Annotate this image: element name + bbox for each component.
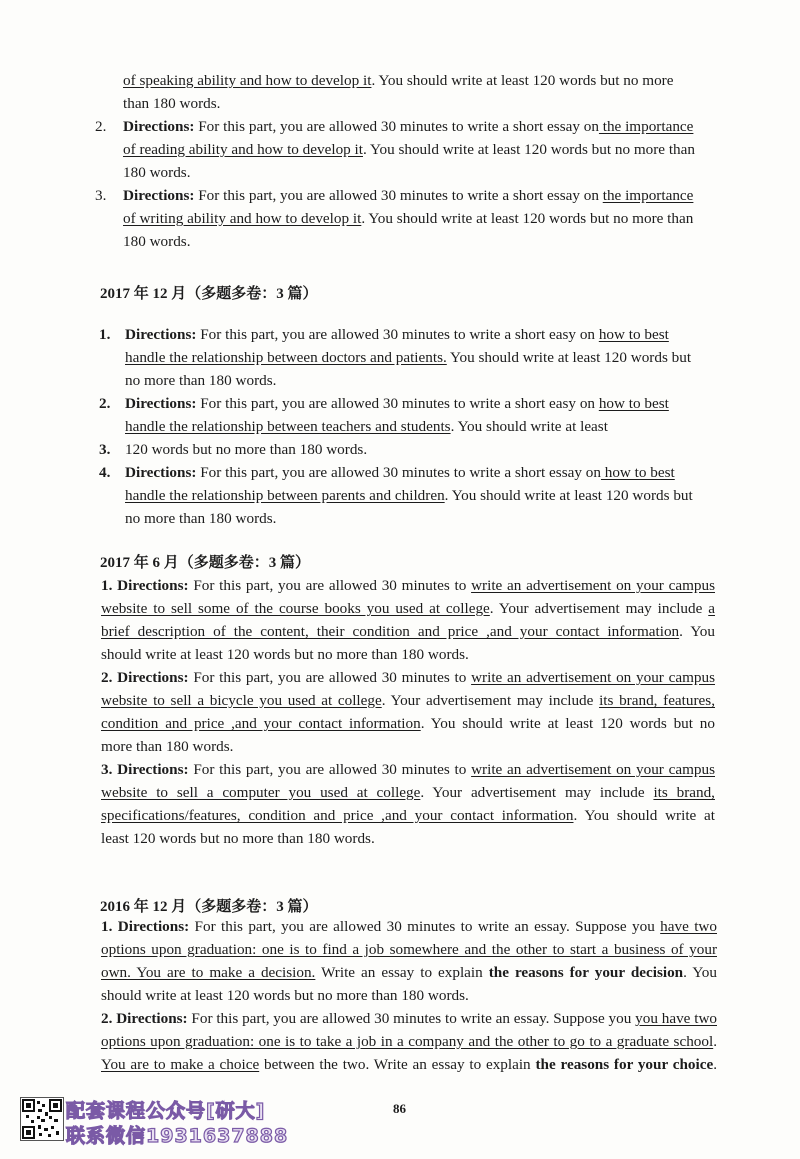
text: . You should write at least 120 words but no more [371, 72, 674, 89]
text: For this part, you are allowed 30 minutes to write an essay. Suppose you [189, 918, 661, 935]
text: . You should write at least 120 words but no more than [363, 141, 695, 158]
s3-para-1-line-2 [101, 939, 717, 961]
s2-para-3-line-3 [101, 805, 715, 827]
underlined-topic: of speaking ability and how to develop it [123, 72, 372, 89]
watermark-line-2: 联系微信1931637888 [66, 1125, 289, 1147]
underlined-topic: handle the relationship between parents and children [125, 487, 445, 504]
intro-item-3-line-3: 180 words. [123, 233, 191, 250]
underlined-topic: the importance [602, 187, 694, 204]
text: For this part, you are allowed 30 minutes to write an essay. Suppose you [187, 1010, 636, 1027]
directions-label: 1. Directions: [101, 918, 190, 935]
underlined-topic: website to sell a computer you used at college [101, 784, 421, 801]
s1-item-1-line-3: no more than 180 words. [125, 372, 277, 389]
intro-line-2: than 180 words. [123, 95, 221, 112]
intro-item-2-line-1 [123, 116, 693, 138]
underlined-topic: write an advertisement on your campus [471, 577, 715, 594]
directions-label: 3. Directions: [101, 761, 189, 778]
text: . Your advertisement may include [489, 600, 709, 617]
s2-para-1-line-4: should write at least 120 words but no more than 180 words. [101, 646, 469, 663]
item-number: 3. [95, 187, 107, 204]
directions-label: 1. Directions: [101, 577, 189, 594]
text: For this part, you are allowed 30 minutes to [188, 577, 472, 594]
text: . You [683, 964, 717, 981]
section-heading: 2017 年 12 月（多题多卷：3 篇） [100, 286, 318, 302]
text: For this part, you are allowed 30 minutes to write a short easy on [196, 326, 599, 343]
directions-label: Directions: [123, 118, 195, 135]
item-number: 4. [99, 464, 111, 481]
underlined-topic: of writing ability and how to develop it [123, 210, 362, 227]
s1-item-1-line-2 [125, 347, 691, 369]
text: For this part, you are allowed 30 minutes to [188, 669, 472, 686]
underlined-topic: handle the relationship between teachers and students [125, 418, 451, 435]
s2-para-1-line-1 [101, 575, 715, 597]
directions-label: Directions: [123, 187, 195, 204]
underlined-topic: website to sell some of the course books you used at college [101, 600, 490, 617]
underlined-topic: a [708, 600, 715, 617]
s2-para-1-line-3 [101, 621, 715, 643]
item-number: 2. [99, 395, 111, 412]
page-number: 86 [393, 1101, 406, 1116]
text: . You should write at least 120 words but no [420, 715, 715, 732]
s2-para-3-line-1 [101, 759, 715, 781]
directions-label: 2. Directions: [101, 669, 189, 686]
emphasis: the reasons for your decision [488, 964, 684, 981]
section-heading: 2016 年 12 月（多题多卷：3 篇） [100, 899, 318, 915]
underlined-topic: of reading ability and how to develop it [123, 141, 363, 158]
text: between the two. Write an essay to explain [259, 1056, 536, 1073]
underlined-topic: handle the relationship between doctors and patients. [125, 349, 447, 366]
s3-para-1-line-3 [101, 962, 717, 984]
s1-item-2-line-1 [125, 393, 669, 415]
s1-item-3-line-1: 120 words but no more than 180 words. [125, 441, 368, 458]
intro-item-2-line-2 [123, 139, 695, 161]
text: . You should write at [573, 807, 715, 824]
underlined-topic: its brand, [653, 784, 715, 801]
text: For this part, you are allowed 30 minutes to write a short easy on [196, 395, 599, 412]
item-number: 3. [99, 441, 111, 458]
underlined-topic: the importance [598, 118, 694, 135]
underlined-topic: you have two [635, 1010, 717, 1027]
underlined-topic: how to best [598, 395, 669, 412]
section-heading: 2017 年 6 月（多题多卷：3 篇） [100, 555, 311, 571]
text: You should write at least 120 words but [446, 349, 692, 366]
s3-para-2-line-3 [101, 1054, 717, 1076]
text: . You [679, 623, 715, 640]
text: . You should write at least 120 words but no more than [361, 210, 694, 227]
text: . You should write at least [450, 418, 608, 435]
intro-item-2-line-3: 180 words. [123, 164, 191, 181]
underlined-topic: condition and price ,and your contact information [101, 715, 421, 732]
text: . [713, 1056, 718, 1073]
emphasis: the reasons for your choice [535, 1056, 714, 1073]
directions-label: Directions: [125, 326, 197, 343]
directions-label: 2. Directions: [101, 1010, 188, 1027]
underlined-topic: write an advertisement on your campus [471, 761, 715, 778]
underlined-topic: brief description of the content, their condition and price ,and your contact information [101, 623, 680, 640]
underlined-topic: website to sell a bicycle you used at college [101, 692, 382, 709]
text: For this part, you are allowed 30 minutes to write a short essay on [194, 118, 599, 135]
underlined-topic: how to best [600, 464, 675, 481]
s1-item-2-line-2 [125, 416, 608, 438]
text: . You should write at least 120 words but [444, 487, 693, 504]
text: . Your advertisement may include [381, 692, 600, 709]
text: . Your advertisement may include [420, 784, 654, 801]
underlined-topic: own. You are to make a decision. [101, 964, 316, 981]
s3-para-2-line-2 [101, 1031, 717, 1053]
intro-item-3-line-1 [123, 185, 693, 207]
s2-para-2-line-3 [101, 713, 715, 735]
underlined-topic: its brand, features, [599, 692, 715, 709]
text: Write an essay to explain [315, 964, 489, 981]
text: For this part, you are allowed 30 minutes to write a short essay on [194, 187, 603, 204]
underlined-topic: write an advertisement on your campus [471, 669, 715, 686]
s2-para-3-line-2 [101, 782, 715, 804]
s2-para-2-line-1 [101, 667, 715, 689]
s1-item-1-line-1 [125, 324, 669, 346]
underlined-topic: how to best [598, 326, 669, 343]
text: . [713, 1033, 717, 1050]
item-number: 2. [95, 118, 107, 135]
s2-para-2-line-2 [101, 690, 715, 712]
text: For this part, you are allowed 30 minutes to [188, 761, 472, 778]
directions-label: Directions: [125, 395, 197, 412]
intro-item-3-line-2 [123, 208, 693, 230]
s1-item-4-line-3: no more than 180 words. [125, 510, 277, 527]
underlined-topic: options upon graduation: one is to find a job somewhere and the other to start a business of your [101, 941, 717, 958]
s3-para-1-line-1 [101, 916, 717, 938]
underlined-topic: have two [660, 918, 717, 935]
text: For this part, you are allowed 30 minutes to write a short essay on [196, 464, 601, 481]
s3-para-2-line-1 [101, 1008, 717, 1030]
item-number: 1. [99, 326, 111, 343]
underlined-topic: You are to make a choice [101, 1056, 260, 1073]
s2-para-3-line-4: least 120 words but no more than 180 words. [101, 830, 375, 847]
underlined-topic: specifications/features, condition and price ,and your contact information [101, 807, 574, 824]
intro-line-1 [123, 70, 673, 92]
s3-para-1-line-4: should write at least 120 words but no more than 180 words. [101, 987, 469, 1004]
s2-para-1-line-2 [101, 598, 715, 620]
directions-label: Directions: [125, 464, 197, 481]
s1-item-4-line-1 [125, 462, 675, 484]
underlined-topic: options upon graduation: one is to take a job in a company and the other to go to a graduate school [101, 1033, 714, 1050]
s2-para-2-line-4: more than 180 words. [101, 738, 234, 755]
watermark-line-1: 配套课程公众号[研大] [66, 1100, 266, 1122]
qr-code-icon [20, 1097, 64, 1141]
s1-item-4-line-2 [125, 485, 693, 507]
